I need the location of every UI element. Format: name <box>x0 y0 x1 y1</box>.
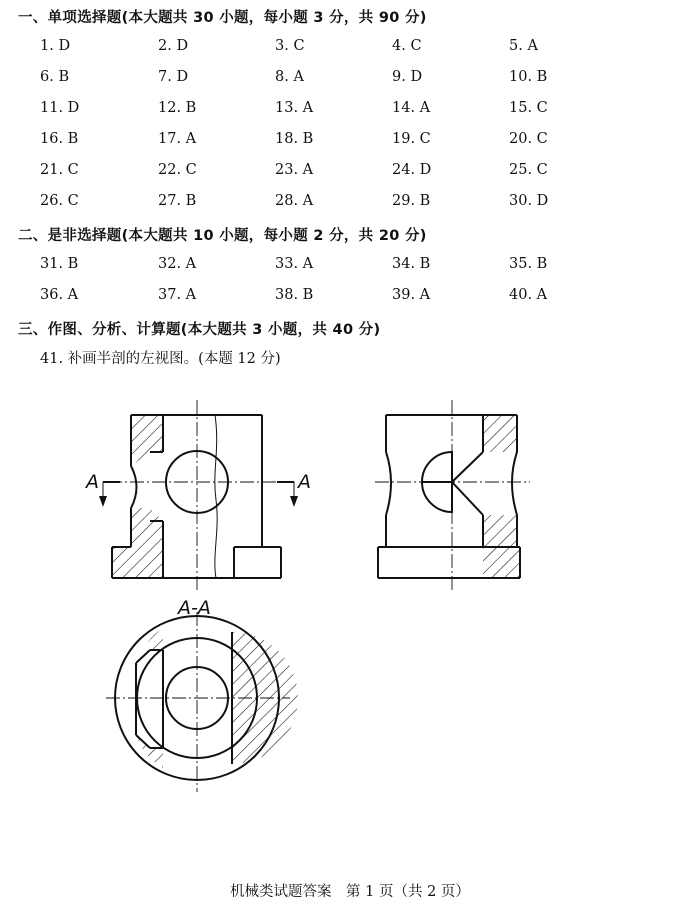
answer-item: 16. B <box>40 131 79 147</box>
answer-item: 36. A <box>40 287 79 303</box>
answer-item: 4. C <box>392 38 422 54</box>
answer-item: 34. B <box>392 256 431 272</box>
arrow-down-icon <box>99 496 107 507</box>
answer-item: 14. A <box>392 100 431 116</box>
answer-item: 26. C <box>40 193 79 209</box>
answer-item: 21. C <box>40 162 79 178</box>
answer-item: 31. B <box>40 256 79 272</box>
answer-item: 13. A <box>275 100 314 116</box>
answer-item: 10. B <box>509 69 548 85</box>
section-1-heading: 一、单项选择题(本大题共 30 小题，每小题 3 分，共 90 分) <box>18 10 427 26</box>
answer-item: 6. B <box>40 69 70 85</box>
answer-item: 11. D <box>40 100 80 116</box>
answer-item: 9. D <box>392 69 423 85</box>
answer-item: 35. B <box>509 256 548 272</box>
section-letter-left: A <box>86 471 99 493</box>
answer-item: 39. A <box>392 287 431 303</box>
answer-item: 22. C <box>158 162 197 178</box>
answer-item: 37. A <box>158 287 197 303</box>
answer-item: 2. D <box>158 38 189 54</box>
answer-item: 27. B <box>158 193 197 209</box>
answer-item: 7. D <box>158 69 189 85</box>
answer-item: 33. A <box>275 256 314 272</box>
answer-item: 1. D <box>40 38 71 54</box>
answer-item: 32. A <box>158 256 197 272</box>
section-2-heading: 二、是非选择题(本大题共 10 小题，每小题 2 分，共 20 分) <box>18 228 427 244</box>
answer-item: 3. C <box>275 38 305 54</box>
question-41: 41. 补画半剖的左视图。(本题 12 分) <box>40 351 281 367</box>
answer-item: 29. B <box>392 193 431 209</box>
section-3-heading: 三、作图、分析、计算题(本大题共 3 小题，共 40 分) <box>18 322 381 338</box>
front-view <box>84 400 311 590</box>
answer-item: 15. C <box>509 100 548 116</box>
section-label: A-A <box>178 597 211 619</box>
answer-item: 20. C <box>509 131 548 147</box>
answer-item: 23. A <box>275 162 314 178</box>
answer-item: 38. B <box>275 287 314 303</box>
answer-item: 28. A <box>275 193 314 209</box>
answer-item: 30. D <box>509 193 549 209</box>
hatch-region <box>483 415 517 452</box>
left-view <box>375 400 530 590</box>
answer-item: 24. D <box>392 162 432 178</box>
answer-item: 8. A <box>275 69 304 85</box>
hatch-region <box>112 508 163 578</box>
page-footer: 机械类试题答案 第 1 页（共 2 页） <box>230 884 470 900</box>
answer-item: 12. B <box>158 100 197 116</box>
break-line <box>215 415 217 578</box>
answer-item: 5. A <box>509 38 538 54</box>
hatch-region <box>131 415 163 466</box>
arrow-down-icon <box>290 496 298 507</box>
answer-item: 18. B <box>275 131 314 147</box>
answer-item: 25. C <box>509 162 548 178</box>
answer-item: 17. A <box>158 131 197 147</box>
answer-item: 40. A <box>509 287 548 303</box>
answer-item: 19. C <box>392 131 431 147</box>
section-view <box>106 597 298 792</box>
section-letter-right: A <box>298 471 311 493</box>
